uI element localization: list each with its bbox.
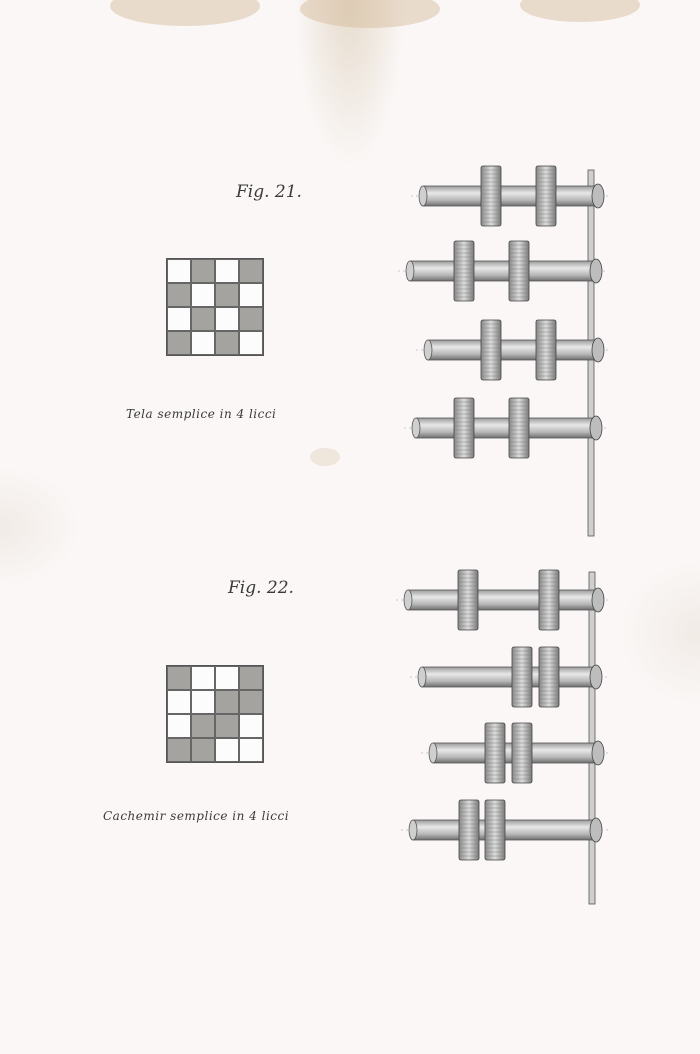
cam-wheel bbox=[512, 723, 532, 783]
shaft-collar bbox=[590, 416, 602, 440]
cam-wheel bbox=[459, 800, 479, 860]
cam-wheel bbox=[509, 398, 529, 458]
shaft-end bbox=[419, 186, 427, 206]
cam-wheel bbox=[458, 570, 478, 630]
shaft-end bbox=[429, 743, 437, 763]
shaft bbox=[416, 418, 596, 438]
cam-wheel bbox=[454, 241, 474, 301]
cam-wheel bbox=[512, 647, 532, 707]
cam-wheel bbox=[454, 398, 474, 458]
shaft-end bbox=[424, 340, 432, 360]
cam-wheel bbox=[481, 320, 501, 380]
shaft bbox=[423, 186, 598, 206]
cam-wheel bbox=[485, 723, 505, 783]
cam-wheel bbox=[509, 241, 529, 301]
gear-plate bbox=[589, 572, 595, 904]
shaft-end bbox=[409, 820, 417, 840]
shaft-end bbox=[412, 418, 420, 438]
shaft-collar bbox=[590, 818, 602, 842]
cam-wheel bbox=[481, 166, 501, 226]
shaft bbox=[428, 340, 598, 360]
cam-wheel bbox=[536, 166, 556, 226]
figure-22-caption: Cachemir semplice in 4 licci bbox=[103, 809, 290, 823]
shaft-collar bbox=[590, 259, 602, 283]
figure-21-caption: Tela semplice in 4 licci bbox=[126, 407, 277, 421]
shaft-end bbox=[406, 261, 414, 281]
shaft-collar bbox=[590, 665, 602, 689]
shaft-collar bbox=[592, 588, 604, 612]
shaft-collar bbox=[592, 338, 604, 362]
figure-21-title: Fig. 21. bbox=[236, 182, 302, 202]
shaft bbox=[408, 590, 598, 610]
shaft-end bbox=[418, 667, 426, 687]
cam-wheel bbox=[539, 647, 559, 707]
cam-wheel bbox=[539, 570, 559, 630]
shaft bbox=[410, 261, 596, 281]
shaft-collar bbox=[592, 741, 604, 765]
figure-22-title: Fig. 22. bbox=[228, 578, 294, 598]
cam-wheel bbox=[536, 320, 556, 380]
shaft bbox=[422, 667, 596, 687]
shaft-collar bbox=[592, 184, 604, 208]
cam-wheel bbox=[485, 800, 505, 860]
shaft-end bbox=[404, 590, 412, 610]
